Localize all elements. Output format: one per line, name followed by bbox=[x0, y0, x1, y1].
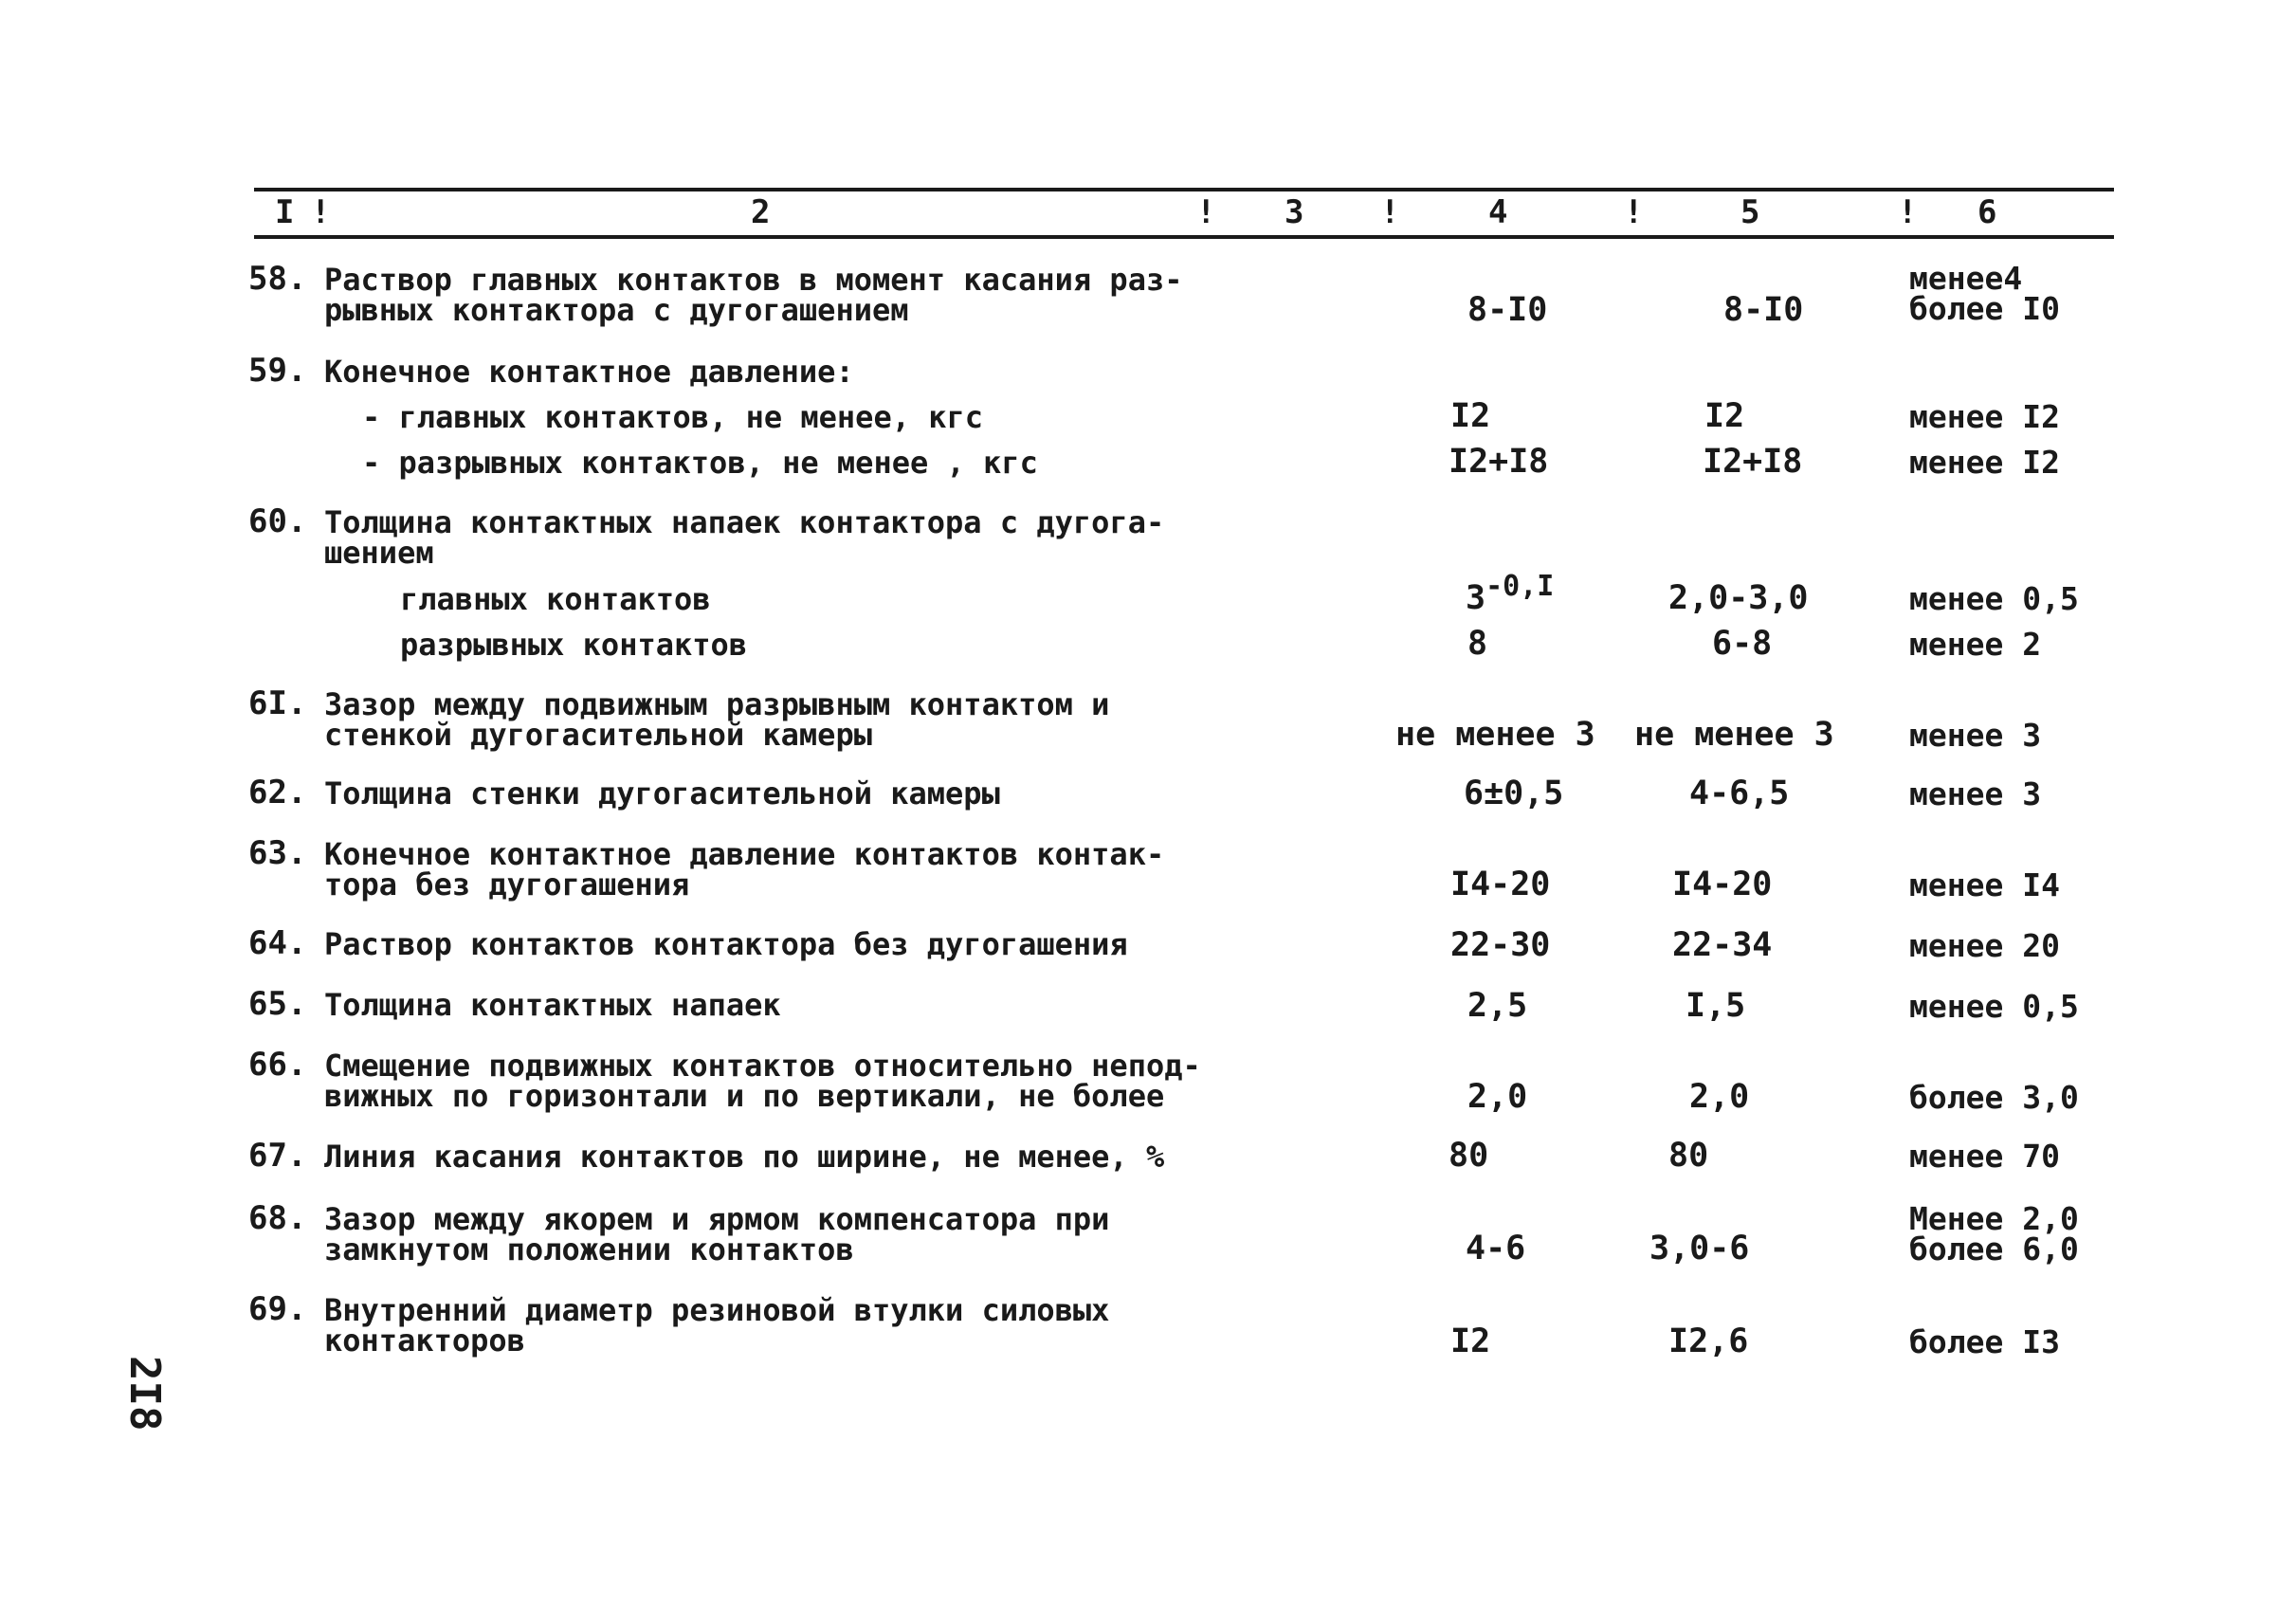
value-col-6: менее I2 bbox=[1909, 398, 2060, 435]
value-col-4 bbox=[1466, 570, 1555, 617]
header-separator: ! bbox=[311, 193, 331, 231]
value-col-5: 3,0-6 bbox=[1649, 1230, 1750, 1267]
row-number: 59. bbox=[248, 352, 307, 390]
row-number: 63. bbox=[248, 834, 307, 872]
row-description-line: Толщина контактных напаек bbox=[324, 987, 781, 1023]
value-col-5: 22-34 bbox=[1672, 926, 1773, 964]
row-description-line: Линия касания контактов по ширине, не менее, % bbox=[324, 1139, 1165, 1175]
value-col-4: I4-20 bbox=[1450, 866, 1551, 903]
value-col-4: 4-6 bbox=[1466, 1230, 1526, 1267]
value-col-5: I2+I8 bbox=[1703, 443, 1803, 481]
value-col-4: 22-30 bbox=[1450, 926, 1551, 964]
row-number: 68. bbox=[248, 1199, 307, 1237]
value-col-4: I2 bbox=[1450, 397, 1491, 435]
row-description-line: Раствор контактов контактора без дугогашения bbox=[324, 926, 1128, 962]
value-col-4: I2 bbox=[1450, 1322, 1491, 1360]
row-description-line: тора без дугогашения bbox=[324, 866, 690, 903]
header-col-5: 5 bbox=[1740, 193, 1760, 231]
row-sub-description: - разрывных контактов, не менее , кгс bbox=[362, 445, 1038, 481]
table-top-rule bbox=[254, 188, 2114, 191]
row-description-line: Конечное контактное давление: bbox=[324, 354, 854, 390]
row-sub-description: - главных контактов, не менее, кгс bbox=[362, 399, 984, 435]
value-col-5: 2,0 bbox=[1689, 1078, 1750, 1116]
value-col-5: I,5 bbox=[1686, 987, 1746, 1025]
value-col-6: более 6,0 bbox=[1909, 1231, 2079, 1267]
value-col-6: более I0 bbox=[1909, 290, 2060, 327]
row-description-line: рывных контактора с дугогашением bbox=[324, 292, 909, 328]
row-description-line: Толщина стенки дугогасительной камеры bbox=[324, 775, 1000, 812]
value-col-4: не менее 3 bbox=[1395, 716, 1595, 754]
row-description-line: Толщина контактных напаек контактора с дугога- bbox=[324, 504, 1165, 540]
row-description-line: Раствор главных контактов в момент касания раз- bbox=[324, 262, 1183, 298]
value-col-5: 2,0-3,0 bbox=[1668, 579, 1809, 617]
row-description-line: Внутренний диаметр резиновой втулки силовых bbox=[324, 1292, 1110, 1328]
header-separator: ! bbox=[1380, 193, 1400, 231]
row-description-line: шением bbox=[324, 535, 434, 571]
value-col-5: 4-6,5 bbox=[1689, 775, 1790, 812]
row-number: 69. bbox=[248, 1290, 307, 1328]
row-number: 58. bbox=[248, 260, 307, 298]
table-header-rule bbox=[254, 235, 2114, 239]
row-number: 6I. bbox=[248, 684, 307, 722]
row-number: 62. bbox=[248, 774, 307, 812]
value-col-6: менее4 bbox=[1909, 260, 2023, 297]
row-number: 65. bbox=[248, 985, 307, 1023]
value-col-6: менее 2 bbox=[1909, 626, 2042, 663]
value-col-6: менее 0,5 bbox=[1909, 988, 2079, 1025]
value-col-6: менее 3 bbox=[1909, 775, 2042, 812]
value-col-6: менее 20 bbox=[1909, 927, 2060, 964]
value-col-4: 8 bbox=[1467, 625, 1488, 663]
row-description-line: вижных по горизонтали и по вертикали, не более bbox=[324, 1078, 1165, 1114]
value-col-5: 8-I0 bbox=[1723, 291, 1804, 329]
header-col-4: 4 bbox=[1488, 193, 1508, 231]
row-number: 67. bbox=[248, 1137, 307, 1175]
header-col-3: 3 bbox=[1285, 193, 1304, 231]
value-col-5: не менее 3 bbox=[1634, 716, 1834, 754]
value-col-4: I2+I8 bbox=[1449, 443, 1549, 481]
row-description-line: замкнутом положении контактов bbox=[324, 1231, 854, 1267]
row-sub-description: разрывных контактов bbox=[400, 627, 748, 663]
value-tolerance: -0,I bbox=[1485, 570, 1555, 603]
header-col-1: I bbox=[275, 193, 295, 231]
value-col-5: I4-20 bbox=[1672, 866, 1773, 903]
value-col-6: менее 0,5 bbox=[1909, 580, 2079, 617]
value-col-4: 2,0 bbox=[1467, 1078, 1528, 1116]
row-description-line: Зазор между якорем и ярмом компенсатора при bbox=[324, 1201, 1110, 1237]
row-number: 66. bbox=[248, 1046, 307, 1084]
value-col-5: I2,6 bbox=[1668, 1322, 1749, 1360]
value-col-5: 80 bbox=[1668, 1137, 1709, 1175]
value-col-4: 8-I0 bbox=[1467, 291, 1548, 329]
value-col-6: менее I2 bbox=[1909, 444, 2060, 481]
row-description-line: Смещение подвижных контактов относительно непод- bbox=[324, 1048, 1201, 1084]
row-number: 64. bbox=[248, 924, 307, 962]
value-col-4: 2,5 bbox=[1467, 987, 1528, 1025]
header-separator: ! bbox=[1898, 193, 1918, 231]
value-col-4: 6±0,5 bbox=[1464, 775, 1564, 812]
header-col-2: 2 bbox=[751, 193, 771, 231]
value-col-6: менее I4 bbox=[1909, 866, 2060, 903]
header-separator: ! bbox=[1624, 193, 1644, 231]
value-col-5: I2 bbox=[1704, 397, 1745, 435]
row-description-line: контакторов bbox=[324, 1322, 525, 1359]
value-col-6: менее 3 bbox=[1909, 717, 2042, 754]
row-sub-description: главных контактов bbox=[400, 581, 711, 617]
value-col-6: менее 70 bbox=[1909, 1138, 2060, 1175]
header-separator: ! bbox=[1196, 193, 1216, 231]
row-description-line: Зазор между подвижным разрывным контактом и bbox=[324, 686, 1110, 722]
row-description-line: Конечное контактное давление контактов контак- bbox=[324, 836, 1165, 872]
value-col-5: 6-8 bbox=[1712, 625, 1773, 663]
value-col-6: более 3,0 bbox=[1909, 1079, 2079, 1116]
row-number: 60. bbox=[248, 502, 307, 540]
row-description-line: стенкой дугогасительной камеры bbox=[324, 717, 872, 753]
value-base: 3 bbox=[1466, 579, 1486, 617]
value-col-6: Менее 2,0 bbox=[1909, 1200, 2079, 1237]
value-col-6: более I3 bbox=[1909, 1323, 2060, 1360]
header-col-6: 6 bbox=[1977, 193, 1997, 231]
page-number: 2I8 bbox=[120, 1356, 169, 1432]
value-col-4: 80 bbox=[1449, 1137, 1489, 1175]
